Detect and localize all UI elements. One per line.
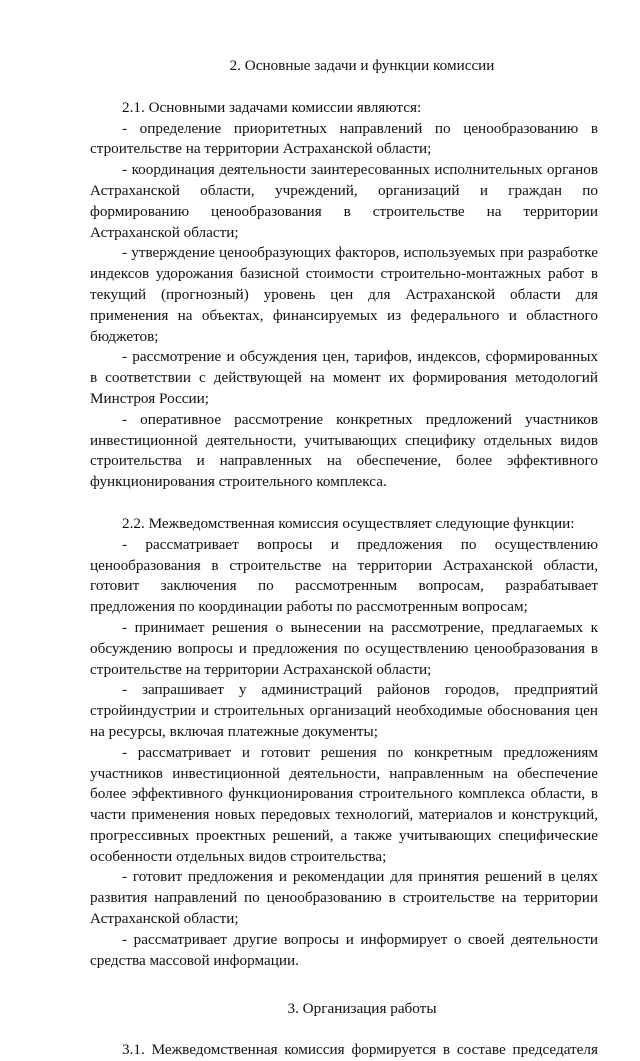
subsection-2-1-intro: 2.1. Основными задачами комиссии являются: bbox=[122, 98, 422, 116]
function-item: - рассматривает и готовит решения по конкретным предложениям участников инвестиционной деятельности, направленным на обеспечение более эффективного функционирования строительного комплекса области, в части применения новых передовых технологий, материалов и конструкций, прогрессивных проектных решений, а также учитывающих специфические особенности отдельных видов строительства; bbox=[90, 743, 598, 865]
function-item: - рассматривает другие вопросы и информирует о своей деятельности средства массовой информации. bbox=[90, 930, 598, 969]
function-item: - готовит предложения и рекомендации для принятия решений в целях развития направлений по ценообразованию в строительстве на территории Астраханской области; bbox=[90, 868, 598, 928]
function-item: - рассматривает вопросы и предложения по осуществлению ценообразования в строительстве на территории Астраханской области, готовит заключения по рассмотренным вопросам, разрабатывает предложения по координации работы по рассмотренным вопросам; bbox=[90, 535, 598, 616]
task-item: - утверждение ценообразующих факторов, используемых при разработке индексов удорожания базисной стоимости строительно-монтажных работ в текущий (прогнозный) уровень цен для Астраханской области для применения на объектах, финансируемых из федерального и областного бюджетов; bbox=[90, 244, 598, 345]
section-3-title: 3. Организация работы bbox=[287, 1000, 437, 1018]
task-item: - рассмотрение и обсуждения цен, тарифов, индексов, сформированных в соответствии с действующей на момент их формирования методологий Минстроя России; bbox=[90, 348, 598, 407]
task-item: - оперативное рассмотрение конкретных предложений участников инвестиционной деятельности, учитывающих специфику отдельных видов строительства и направленных на обеспечение, более эффективного функционирования строительного комплекса. bbox=[90, 410, 598, 491]
subsection-2-2-intro: 2.2. Межведомственная комиссия осуществляет следующие функции: bbox=[122, 514, 575, 532]
task-item: - координация деятельности заинтересованных исполнительных органов Астраханской области, учреждений, организаций и граждан по формированию ценообразования в строительстве на территории Астраханской области; bbox=[90, 161, 598, 241]
section-2-title: 2. Основные задачи и функции комиссии bbox=[229, 57, 495, 74]
task-item: - определение приоритетных направлений по ценообразованию в строительстве на территории Астраханской области; bbox=[90, 119, 598, 158]
document-body bbox=[90, 56, 598, 1061]
function-item: - запрашивает у администраций районов городов, предприятий стройиндустрии и строительных организаций необходимые обоснования цен на ресурсы, включая платежные документы; bbox=[90, 681, 598, 740]
section-3-item: 3.1. Межведомственная комиссия формируется в составе председателя bbox=[122, 1041, 598, 1059]
function-item: - принимает решения о вынесении на рассмотрение, предлагаемых к обсуждению вопросы и предложения по осуществлению ценообразования в строительстве на территории Астраханской области; bbox=[90, 618, 598, 678]
paragraph-gap bbox=[90, 493, 598, 514]
